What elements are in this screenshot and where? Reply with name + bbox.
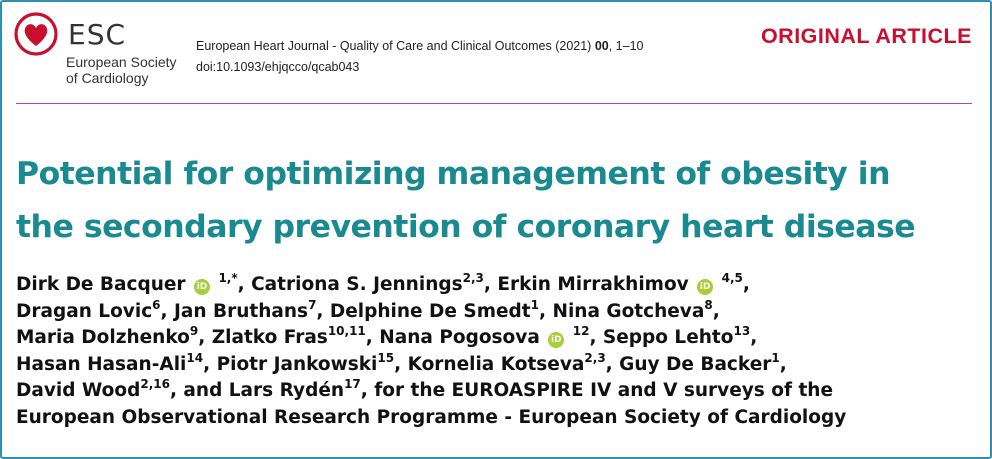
author-affiliation: 2,3 <box>584 350 606 365</box>
author-name: Piotr Jankowski <box>216 353 378 375</box>
author-name: Delphine De Smedt <box>329 300 531 322</box>
author-name: Lars Rydén <box>228 380 345 402</box>
author-name: Dirk De Bacquer <box>16 274 186 295</box>
author-name: Zlatko Fras <box>211 327 328 349</box>
author-affiliation: 1 <box>530 297 539 312</box>
author-name: Jan Bruthans <box>174 300 309 322</box>
study-group-line1: for the EUROASPIRE IV and V surveys of the <box>374 380 834 402</box>
author-name: Maria Dolzhenko <box>16 327 190 349</box>
author-affiliation: 1 <box>771 350 780 365</box>
author-name: Hasan Hasan-Ali <box>16 353 187 375</box>
author-name: Guy De Backer <box>619 353 772 375</box>
author-name: Kornelia Kotseva <box>407 353 585 375</box>
author-name: Seppo Lehto <box>602 327 734 349</box>
society-acronym: ESC <box>68 18 127 51</box>
title-line2: the secondary prevention of coronary heart disease <box>16 209 916 245</box>
journal-citation <box>196 36 643 78</box>
study-group-line2: European Observational Research Programme - European Society of Cardiology <box>16 406 847 428</box>
article-title <box>16 148 981 254</box>
society-name-line1: European Society <box>66 54 177 70</box>
doi-link[interactable]: doi:10.1093/ehjqcco/qcab043 <box>196 60 360 74</box>
author-affiliation: 7 <box>308 297 317 312</box>
author-line: Hasan Hasan-Ali$^{14}$, Piotr Jankowski$^{15}$, Kornelia Kotseva$^{2,3}$, Guy De Backer$^1$, <box>16 350 787 375</box>
author-affiliation: 13 <box>733 324 751 339</box>
author-affiliation: 9 <box>189 324 199 339</box>
society-name-line2: of Cardiology <box>66 70 149 86</box>
heart-logo-icon <box>14 12 58 56</box>
citation-line <box>196 36 643 57</box>
author-affiliation: 1,* <box>218 271 238 285</box>
author-affiliation: 14 <box>186 350 204 365</box>
author-line: Maria Dolzhenko$^9$, Zlatko Fras$^{10,11}$, Nana Pogosova iD $^{12}$, Seppo Lehto$^{13}$, <box>16 324 758 349</box>
author-affiliation: 15 <box>377 350 395 365</box>
author-name: David Wood <box>16 380 141 402</box>
author-name: Dragan Lovic <box>16 300 153 322</box>
author-line: Dirk De Bacquer iD $^{1,*}$, Catriona S. Jennings$^{2,3}$, Erkin Mirrakhimov iD $^{4,5}$, <box>16 271 750 295</box>
citation-prefix: European Heart Journal - Quality of Care and Clinical Outcomes (2021) <box>196 39 595 53</box>
author-affiliation: 8 <box>704 297 713 312</box>
author-line: Dragan Lovic$^6$, Jan Bruthans$^7$, Delphine De Smedt$^1$, Nina Gotcheva$^8$, <box>16 297 720 322</box>
author-affiliation: 4,5 <box>721 271 743 285</box>
author-name: Catriona S. Jennings <box>251 274 463 295</box>
author-name: Erkin Mirrakhimov <box>497 274 689 295</box>
author-affiliation: 6 <box>152 297 161 312</box>
orcid-icon[interactable]: iD <box>194 279 210 295</box>
citation-pages: , 1–10 <box>608 39 644 53</box>
header-divider <box>16 103 972 104</box>
author-affiliation: 17 <box>344 377 361 392</box>
citation-volume: 00 <box>594 39 609 53</box>
orcid-icon[interactable]: iD <box>697 279 713 295</box>
author-affiliation: 12 <box>572 324 590 339</box>
author-affiliation: 2,16 <box>140 377 170 392</box>
author-affiliation: 2,3 <box>462 271 484 285</box>
article-type-label: ORIGINAL ARTICLE <box>760 24 972 48</box>
orcid-icon[interactable]: iD <box>548 332 564 348</box>
title-line1: Potential for optimizing management of obesity in <box>16 156 891 192</box>
author-line: David Wood$^{2,16}$, and Lars Rydén$^{17}$, for the EUROASPIRE IV and V surveys of the <box>16 377 834 402</box>
author-list <box>16 272 976 432</box>
author-name: Nana Pogosova <box>379 327 540 349</box>
society-name <box>66 54 196 86</box>
author-affiliation: 10,11 <box>327 324 366 339</box>
author-name: Nina Gotcheva <box>552 300 705 322</box>
